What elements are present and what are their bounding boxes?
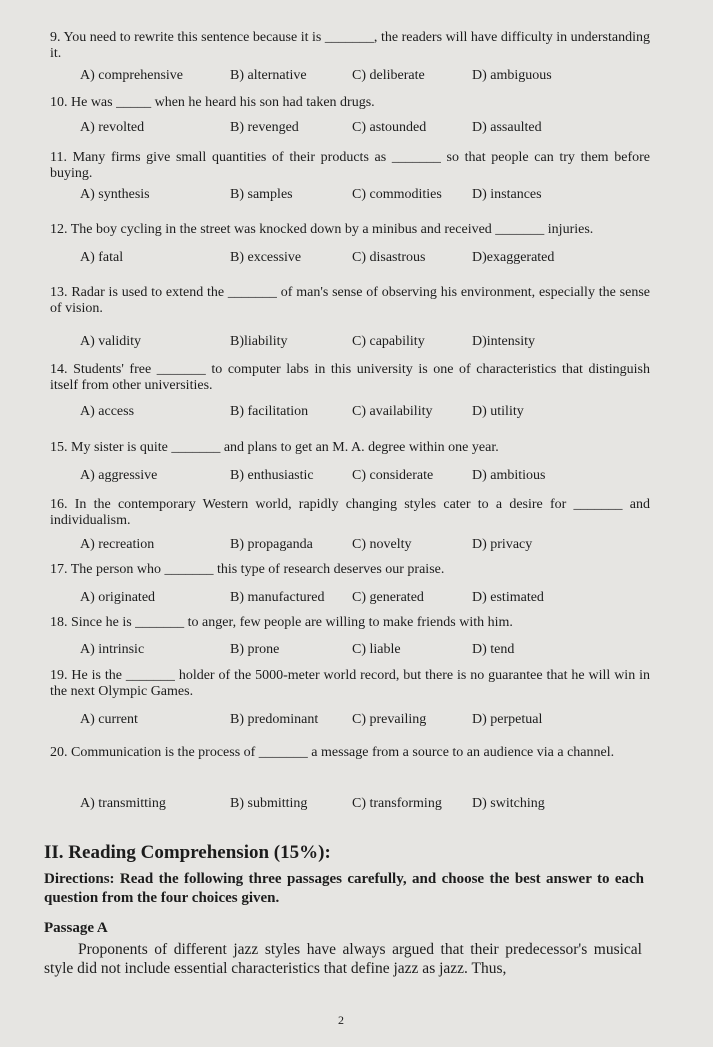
question-stem: 10. He was _____ when he heard his son had taken drugs. (50, 95, 375, 110)
answer-option: C) capability (352, 334, 425, 349)
answer-option: D)exaggerated (472, 250, 555, 265)
answer-option: B) predominant (230, 712, 319, 727)
question-stem: 13. Radar is used to extend the _______ of man's sense of observing his environment, especially the sense of vision. (50, 285, 650, 316)
answer-option: B) revenged (230, 120, 299, 135)
question-stem: 15. My sister is quite _______ and plans to get an M. A. degree within one year. (50, 440, 499, 455)
answer-option: C) transforming (352, 796, 442, 811)
question-stem: 19. He is the _______ holder of the 5000-meter world record, but there is no guarantee that he will win in the next Olympic Games. (50, 668, 650, 699)
answer-option: A) transmitting (80, 796, 166, 811)
answer-option: C) disastrous (352, 250, 426, 265)
answer-option: C) availability (352, 404, 433, 419)
answer-option: B) manufactured (230, 590, 325, 605)
answer-options (50, 68, 650, 86)
answer-option: A) synthesis (80, 187, 150, 202)
directions: Directions: Read the following three passages carefully, and choose the best answer to each question from the four choices given. (44, 871, 644, 906)
answer-options (50, 590, 650, 608)
answer-option: A) aggressive (80, 468, 158, 483)
answer-option: B)liability (230, 334, 288, 349)
answer-option: B) enthusiastic (230, 468, 314, 483)
answer-option: D) instances (472, 187, 542, 202)
section-heading: II. Reading Comprehension (15%): (44, 842, 331, 863)
question (50, 30, 650, 83)
answer-options (50, 187, 650, 205)
answer-options (50, 404, 650, 422)
answer-option: A) access (80, 404, 135, 419)
question (50, 562, 650, 605)
page-number: 2 (338, 1013, 344, 1027)
question-stem: 11. Many firms give small quantities of their products as _______ so that people can try them before buying. (50, 150, 650, 181)
answer-option: C) considerate (352, 468, 434, 483)
question-stem: 17. The person who _______ this type of research deserves our praise. (50, 562, 445, 577)
answer-option: B) excessive (230, 250, 302, 265)
answer-option: A) recreation (80, 537, 155, 552)
answer-options (50, 250, 650, 268)
answer-option: D)intensity (472, 334, 535, 349)
answer-option: D) tend (472, 642, 515, 657)
answer-option: D) estimated (472, 590, 544, 605)
question (50, 440, 650, 483)
passage-text: Proponents of different jazz styles have always argued that their predecessor's musical style did not include essential characteristics that define jazz as jazz. Thus, (44, 941, 642, 977)
question (50, 222, 650, 265)
question-stem: 16. In the contemporary Western world, rapidly changing styles cater to a desire for _______ and individualism. (50, 497, 650, 528)
answer-option: C) deliberate (352, 68, 425, 83)
answer-option: D) privacy (472, 537, 533, 552)
answer-option: A) fatal (80, 250, 124, 265)
question (50, 285, 650, 349)
answer-option: D) perpetual (472, 712, 543, 727)
answer-option: A) current (80, 712, 138, 727)
answer-option: D) utility (472, 404, 524, 419)
question (50, 668, 650, 727)
question (50, 362, 650, 419)
answer-option: C) commodities (352, 187, 442, 202)
answer-option: B) propaganda (230, 537, 313, 552)
question-stem: 20. Communication is the process of _______ a message from a source to an audience via a channel. (50, 745, 615, 760)
question (50, 615, 650, 657)
answer-option: C) novelty (352, 537, 412, 552)
answer-options (50, 712, 650, 730)
passage-title: Passage A (44, 920, 108, 936)
answer-option: A) revolted (80, 120, 145, 135)
answer-option: D) switching (472, 796, 545, 811)
answer-options (50, 120, 650, 138)
answer-option: C) astounded (352, 120, 427, 135)
answer-option: B) submitting (230, 796, 308, 811)
question-stem: 14. Students' free _______ to computer labs in this university is one of characteristics that distinguish itself from other universities. (50, 362, 650, 393)
answer-option: B) samples (230, 187, 293, 202)
answer-option: B) alternative (230, 68, 307, 83)
question (50, 95, 650, 135)
answer-options (50, 334, 650, 352)
answer-option: C) generated (352, 590, 424, 605)
answer-options (50, 796, 650, 814)
answer-option: A) validity (80, 334, 142, 349)
question (50, 150, 650, 202)
answer-option: D) ambitious (472, 468, 546, 483)
answer-option: D) assaulted (472, 120, 542, 135)
answer-option: B) prone (230, 642, 280, 657)
answer-options (50, 468, 650, 486)
answer-option: D) ambiguous (472, 68, 552, 83)
question (50, 745, 650, 811)
answer-option: B) facilitation (230, 404, 309, 419)
answer-option: A) comprehensive (80, 68, 184, 83)
question-stem: 18. Since he is _______ to anger, few people are willing to make friends with him. (50, 615, 513, 630)
answer-option: C) liable (352, 642, 401, 657)
answer-option: A) intrinsic (80, 642, 145, 657)
question (50, 497, 650, 552)
answer-option: A) originated (80, 590, 156, 605)
answer-options (50, 537, 650, 555)
question-stem: 9. You need to rewrite this sentence because it is _______, the readers will have difficulty in understanding it. (50, 30, 650, 61)
answer-option: C) prevailing (352, 712, 427, 727)
question-stem: 12. The boy cycling in the street was knocked down by a minibus and received _______ injuries. (50, 222, 594, 237)
answer-options (50, 642, 650, 660)
